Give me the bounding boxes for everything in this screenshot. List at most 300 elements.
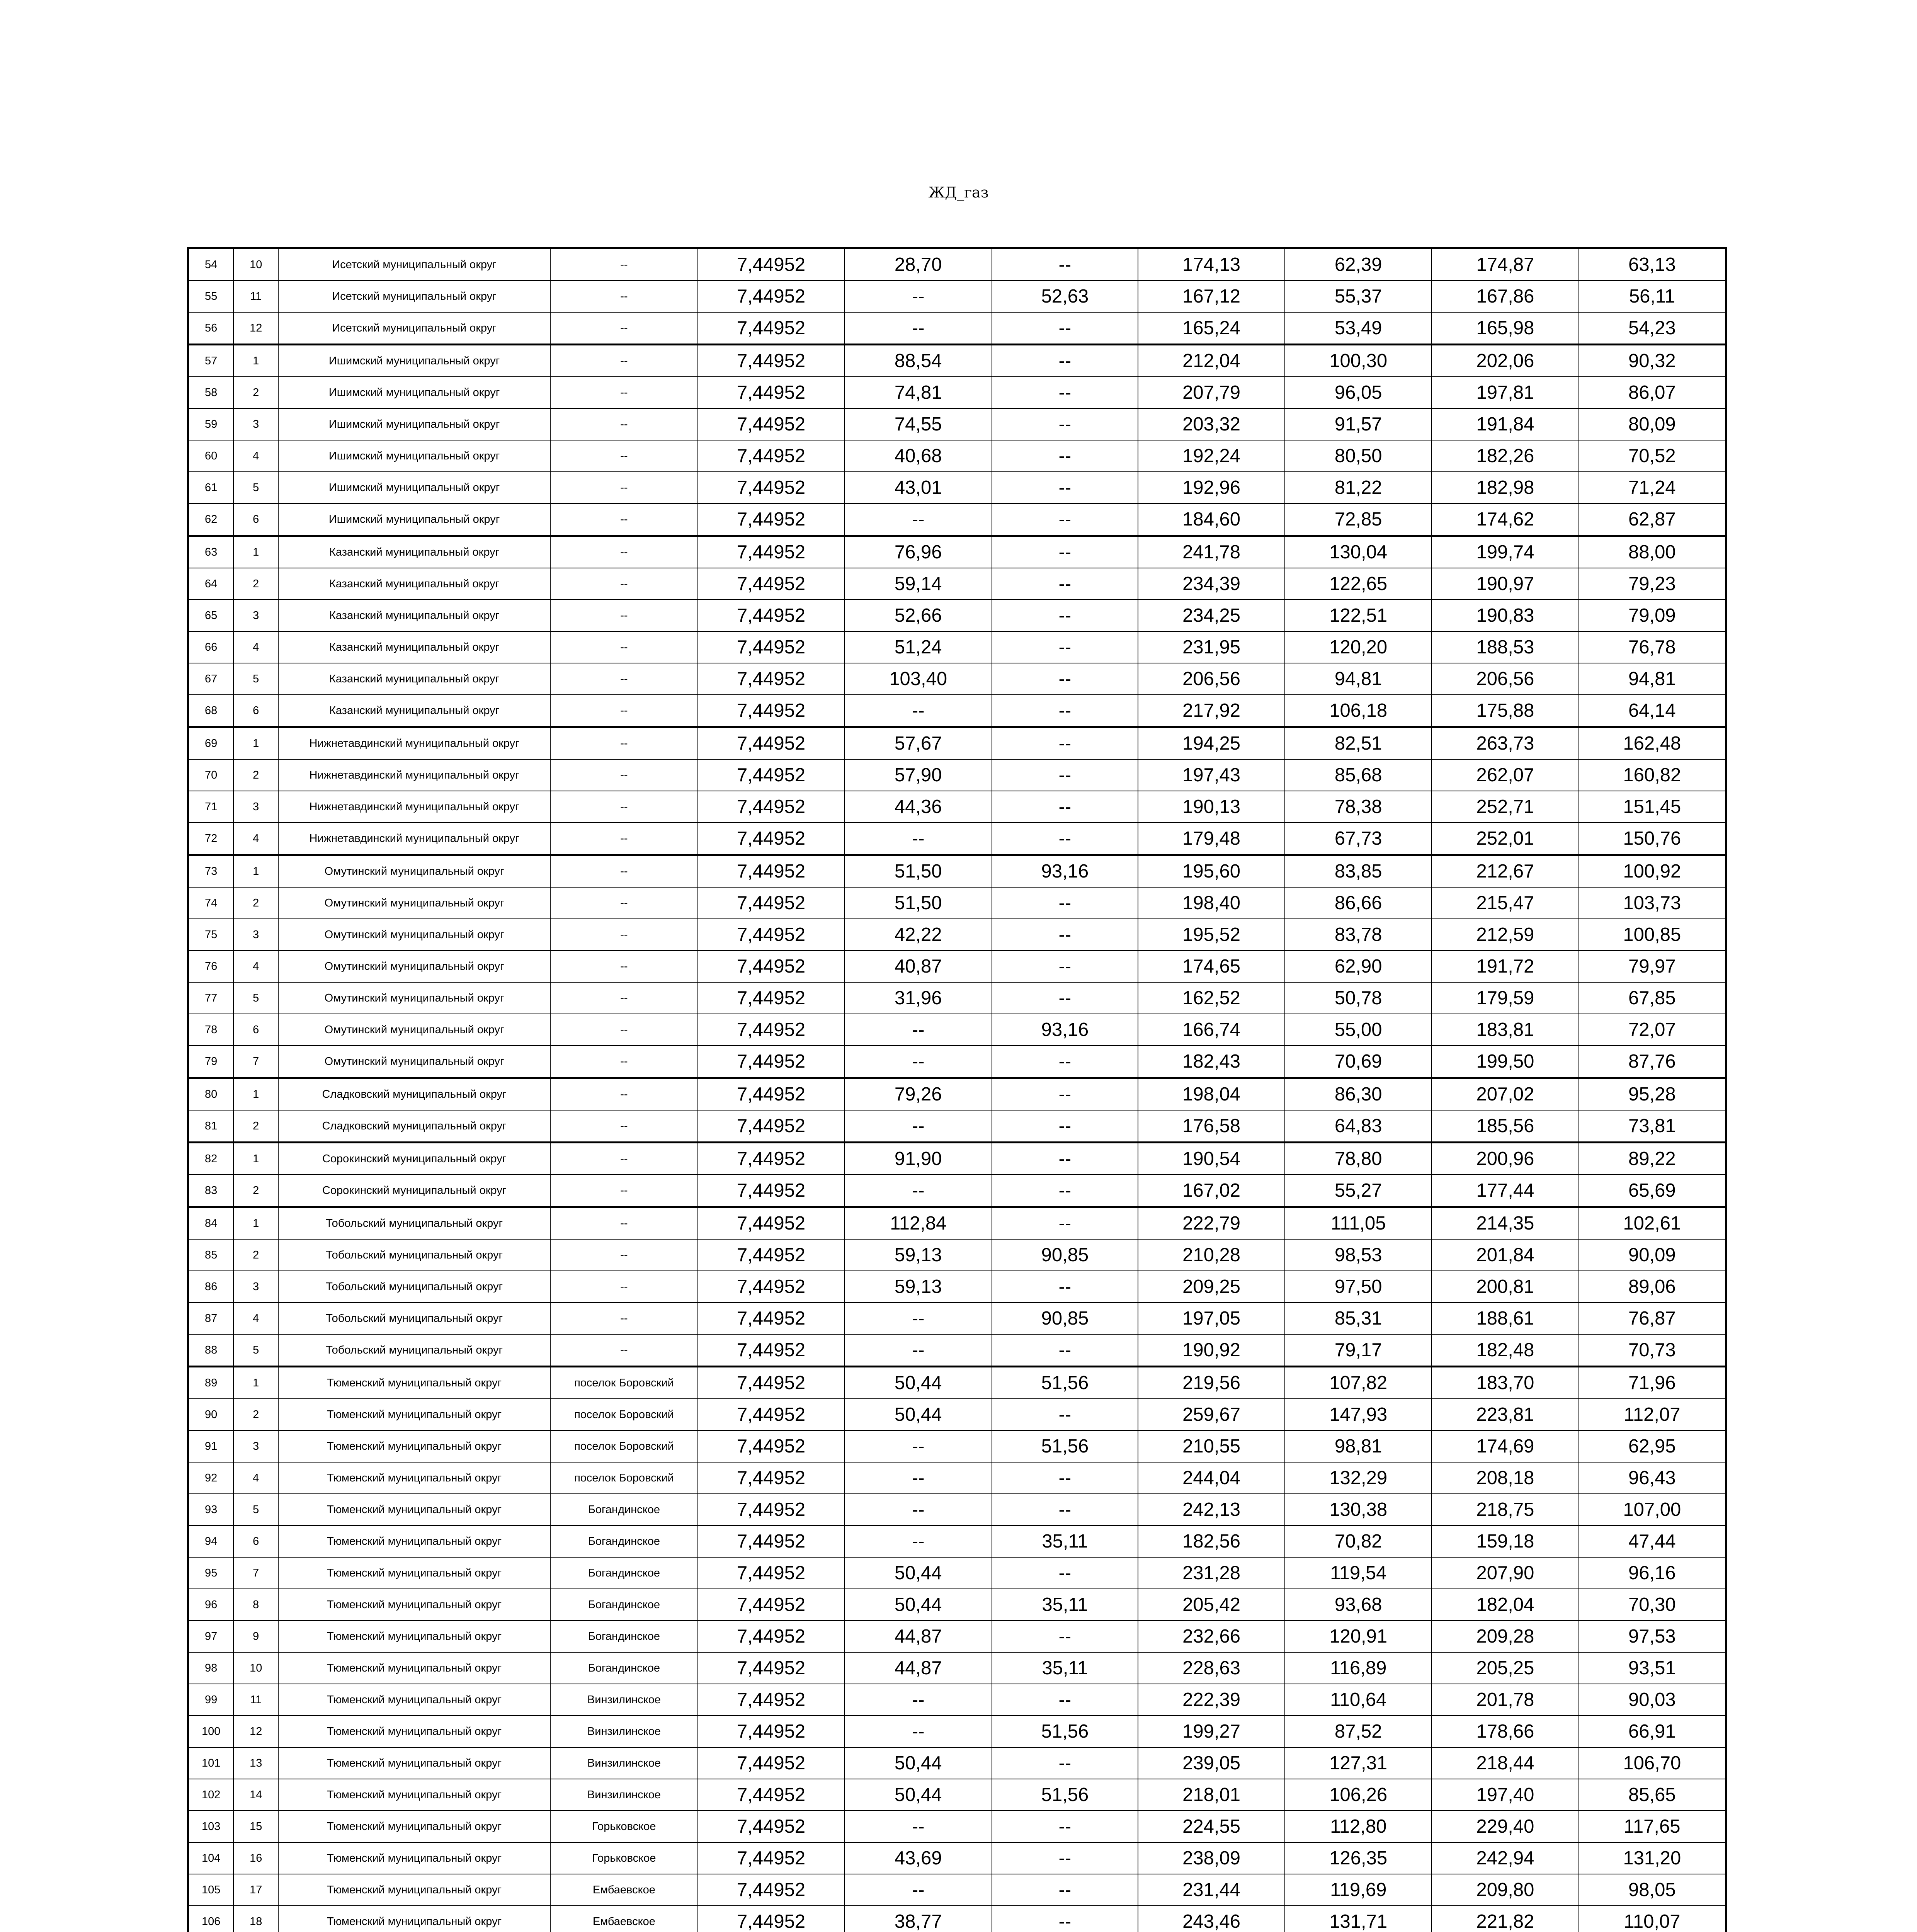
value-col-11-cell: 131,20 (1579, 1842, 1726, 1874)
value-col-7-cell: 35,11 (992, 1652, 1138, 1684)
value-col-7-cell: -- (992, 1557, 1138, 1589)
settlement-cell: -- (550, 377, 698, 408)
table-row (188, 631, 1726, 663)
value-col-7-cell: -- (992, 1621, 1138, 1652)
row-number-cell: 81 (188, 1110, 234, 1143)
settlement-cell: -- (550, 281, 698, 312)
value-col-11-cell: 86,07 (1579, 377, 1726, 408)
value-col-10-cell: 190,97 (1432, 568, 1579, 600)
district-cell: Тюменский муниципальный округ (278, 1747, 550, 1779)
table-row (188, 248, 1726, 281)
value-col-10-cell: 183,81 (1432, 1014, 1579, 1046)
row-number-cell: 77 (188, 982, 234, 1014)
sub-number-cell: 5 (233, 982, 278, 1014)
value-col-11-cell: 76,78 (1579, 631, 1726, 663)
value-col-9-cell: 70,82 (1285, 1526, 1432, 1557)
sub-number-cell: 18 (233, 1906, 278, 1932)
value-col-6-cell: 50,44 (844, 1399, 992, 1430)
district-cell: Казанский муниципальный округ (278, 568, 550, 600)
value-col-5-cell: 7,44952 (698, 1239, 845, 1271)
sub-number-cell: 16 (233, 1842, 278, 1874)
value-col-7-cell: -- (992, 1494, 1138, 1526)
value-col-5-cell: 7,44952 (698, 1716, 845, 1747)
row-number-cell: 55 (188, 281, 234, 312)
value-col-9-cell: 85,31 (1285, 1303, 1432, 1334)
value-col-9-cell: 83,78 (1285, 919, 1432, 951)
value-col-7-cell: -- (992, 1207, 1138, 1240)
settlement-cell: Ембаевское (550, 1874, 698, 1906)
district-cell: Омутинский муниципальный округ (278, 982, 550, 1014)
value-col-11-cell: 72,07 (1579, 1014, 1726, 1046)
sub-number-cell: 11 (233, 1684, 278, 1716)
value-col-9-cell: 106,18 (1285, 695, 1432, 727)
sub-number-cell: 11 (233, 281, 278, 312)
district-cell: Ишимский муниципальный округ (278, 377, 550, 408)
value-col-11-cell: 65,69 (1579, 1175, 1726, 1207)
value-col-6-cell: 74,55 (844, 408, 992, 440)
value-col-8-cell: 167,12 (1138, 281, 1285, 312)
value-col-9-cell: 55,00 (1285, 1014, 1432, 1046)
value-col-6-cell: 51,50 (844, 887, 992, 919)
value-col-6-cell: -- (844, 823, 992, 855)
value-col-7-cell: -- (992, 1684, 1138, 1716)
value-col-10-cell: 214,35 (1432, 1207, 1579, 1240)
value-col-11-cell: 88,00 (1579, 536, 1726, 568)
value-col-9-cell: 120,91 (1285, 1621, 1432, 1652)
value-col-7-cell: -- (992, 408, 1138, 440)
value-col-6-cell: -- (844, 1430, 992, 1462)
value-col-9-cell: 67,73 (1285, 823, 1432, 855)
table-row (188, 503, 1726, 536)
sub-number-cell: 1 (233, 536, 278, 568)
value-col-11-cell: 97,53 (1579, 1621, 1726, 1652)
value-col-7-cell: -- (992, 472, 1138, 503)
district-cell: Казанский муниципальный округ (278, 600, 550, 631)
district-cell: Тюменский муниципальный округ (278, 1811, 550, 1842)
value-col-5-cell: 7,44952 (698, 1399, 845, 1430)
value-col-11-cell: 100,85 (1579, 919, 1726, 951)
sub-number-cell: 2 (233, 1110, 278, 1143)
value-col-7-cell: -- (992, 823, 1138, 855)
district-cell: Тюменский муниципальный округ (278, 1589, 550, 1621)
value-col-11-cell: 98,05 (1579, 1874, 1726, 1906)
value-col-10-cell: 212,59 (1432, 919, 1579, 951)
value-col-11-cell: 160,82 (1579, 759, 1726, 791)
sub-number-cell: 2 (233, 1399, 278, 1430)
table-row (188, 727, 1726, 760)
value-col-8-cell: 190,13 (1138, 791, 1285, 823)
table-row (188, 1303, 1726, 1334)
value-col-10-cell: 207,02 (1432, 1078, 1579, 1111)
value-col-6-cell: 40,68 (844, 440, 992, 472)
value-col-8-cell: 174,65 (1138, 951, 1285, 982)
value-col-5-cell: 7,44952 (698, 887, 845, 919)
value-col-5-cell: 7,44952 (698, 727, 845, 760)
value-col-5-cell: 7,44952 (698, 951, 845, 982)
value-col-11-cell: 80,09 (1579, 408, 1726, 440)
value-col-11-cell: 89,22 (1579, 1143, 1726, 1175)
district-cell: Сорокинский муниципальный округ (278, 1175, 550, 1207)
district-cell: Тобольский муниципальный округ (278, 1271, 550, 1303)
settlement-cell: -- (550, 1271, 698, 1303)
value-col-9-cell: 55,27 (1285, 1175, 1432, 1207)
value-col-7-cell: -- (992, 727, 1138, 760)
value-col-11-cell: 71,96 (1579, 1367, 1726, 1399)
sub-number-cell: 13 (233, 1747, 278, 1779)
value-col-9-cell: 86,66 (1285, 887, 1432, 919)
row-number-cell: 92 (188, 1462, 234, 1494)
value-col-8-cell: 210,55 (1138, 1430, 1285, 1462)
table-row (188, 1874, 1726, 1906)
value-col-6-cell: -- (844, 1334, 992, 1367)
value-col-8-cell: 195,60 (1138, 855, 1285, 888)
value-col-5-cell: 7,44952 (698, 631, 845, 663)
page-header: ЖД_газ (928, 184, 989, 201)
value-col-10-cell: 229,40 (1432, 1811, 1579, 1842)
sub-number-cell: 4 (233, 440, 278, 472)
district-cell: Сладковский муниципальный округ (278, 1078, 550, 1111)
table-row (188, 1430, 1726, 1462)
value-col-6-cell: 52,66 (844, 600, 992, 631)
value-col-5-cell: 7,44952 (698, 1334, 845, 1367)
table-row (188, 951, 1726, 982)
value-col-7-cell: -- (992, 248, 1138, 281)
settlement-cell: -- (550, 1046, 698, 1078)
value-col-7-cell: -- (992, 1462, 1138, 1494)
value-col-8-cell: 166,74 (1138, 1014, 1285, 1046)
value-col-7-cell: -- (992, 951, 1138, 982)
row-number-cell: 84 (188, 1207, 234, 1240)
table-row (188, 695, 1726, 727)
settlement-cell: Ембаевское (550, 1906, 698, 1932)
value-col-9-cell: 98,81 (1285, 1430, 1432, 1462)
value-col-10-cell: 200,81 (1432, 1271, 1579, 1303)
value-col-7-cell: -- (992, 663, 1138, 695)
table-row (188, 1239, 1726, 1271)
row-number-cell: 87 (188, 1303, 234, 1334)
district-cell: Тюменский муниципальный округ (278, 1842, 550, 1874)
settlement-cell: -- (550, 472, 698, 503)
value-col-8-cell: 162,52 (1138, 982, 1285, 1014)
value-col-10-cell: 177,44 (1432, 1175, 1579, 1207)
value-col-10-cell: 202,06 (1432, 345, 1579, 377)
sub-number-cell: 2 (233, 377, 278, 408)
value-col-8-cell: 182,56 (1138, 1526, 1285, 1557)
value-col-8-cell: 205,42 (1138, 1589, 1285, 1621)
value-col-5-cell: 7,44952 (698, 281, 845, 312)
settlement-cell: Богандинское (550, 1557, 698, 1589)
district-cell: Нижнетавдинский муниципальный округ (278, 823, 550, 855)
row-number-cell: 54 (188, 248, 234, 281)
value-col-9-cell: 78,38 (1285, 791, 1432, 823)
value-col-8-cell: 232,66 (1138, 1621, 1285, 1652)
value-col-10-cell: 178,66 (1432, 1716, 1579, 1747)
sub-number-cell: 6 (233, 503, 278, 536)
table-row (188, 759, 1726, 791)
value-col-5-cell: 7,44952 (698, 377, 845, 408)
sub-number-cell: 3 (233, 791, 278, 823)
table-row (188, 1684, 1726, 1716)
value-col-10-cell: 212,67 (1432, 855, 1579, 888)
value-col-8-cell: 176,58 (1138, 1110, 1285, 1143)
value-col-5-cell: 7,44952 (698, 536, 845, 568)
value-col-10-cell: 263,73 (1432, 727, 1579, 760)
value-col-9-cell: 120,20 (1285, 631, 1432, 663)
row-number-cell: 80 (188, 1078, 234, 1111)
value-col-6-cell: 42,22 (844, 919, 992, 951)
sub-number-cell: 2 (233, 1239, 278, 1271)
value-col-10-cell: 183,70 (1432, 1367, 1579, 1399)
value-col-6-cell: -- (844, 1716, 992, 1747)
value-col-7-cell: -- (992, 1271, 1138, 1303)
value-col-6-cell: 57,67 (844, 727, 992, 760)
sub-number-cell: 8 (233, 1589, 278, 1621)
value-col-8-cell: 231,28 (1138, 1557, 1285, 1589)
value-col-5-cell: 7,44952 (698, 1494, 845, 1526)
settlement-cell: Винзилинское (550, 1684, 698, 1716)
value-col-11-cell: 76,87 (1579, 1303, 1726, 1334)
value-col-8-cell: 192,24 (1138, 440, 1285, 472)
table-row (188, 536, 1726, 568)
sub-number-cell: 5 (233, 1494, 278, 1526)
table-row (188, 312, 1726, 345)
sub-number-cell: 10 (233, 248, 278, 281)
value-col-8-cell: 207,79 (1138, 377, 1285, 408)
value-col-8-cell: 197,05 (1138, 1303, 1285, 1334)
district-cell: Казанский муниципальный округ (278, 695, 550, 727)
value-col-7-cell: -- (992, 887, 1138, 919)
settlement-cell: -- (550, 345, 698, 377)
row-number-cell: 64 (188, 568, 234, 600)
sub-number-cell: 17 (233, 1874, 278, 1906)
district-cell: Омутинский муниципальный округ (278, 887, 550, 919)
value-col-7-cell: -- (992, 1842, 1138, 1874)
value-col-9-cell: 130,04 (1285, 536, 1432, 568)
value-col-5-cell: 7,44952 (698, 1557, 845, 1589)
value-col-8-cell: 184,60 (1138, 503, 1285, 536)
value-col-9-cell: 82,51 (1285, 727, 1432, 760)
district-cell: Омутинский муниципальный округ (278, 855, 550, 888)
value-col-11-cell: 89,06 (1579, 1271, 1726, 1303)
row-number-cell: 75 (188, 919, 234, 951)
value-col-5-cell: 7,44952 (698, 440, 845, 472)
district-cell: Нижнетавдинский муниципальный округ (278, 727, 550, 760)
value-col-9-cell: 85,68 (1285, 759, 1432, 791)
value-col-6-cell: 44,87 (844, 1621, 992, 1652)
district-cell: Тюменский муниципальный округ (278, 1462, 550, 1494)
district-cell: Исетский муниципальный округ (278, 312, 550, 345)
row-number-cell: 83 (188, 1175, 234, 1207)
value-col-10-cell: 167,86 (1432, 281, 1579, 312)
value-col-9-cell: 106,26 (1285, 1779, 1432, 1811)
value-col-8-cell: 234,25 (1138, 600, 1285, 631)
value-col-9-cell: 131,71 (1285, 1906, 1432, 1932)
value-col-11-cell: 96,16 (1579, 1557, 1726, 1589)
value-col-10-cell: 252,71 (1432, 791, 1579, 823)
value-col-10-cell: 207,90 (1432, 1557, 1579, 1589)
value-col-8-cell: 197,43 (1138, 759, 1285, 791)
value-col-5-cell: 7,44952 (698, 1462, 845, 1494)
table-row (188, 1334, 1726, 1367)
district-cell: Казанский муниципальный округ (278, 631, 550, 663)
value-col-5-cell: 7,44952 (698, 823, 845, 855)
value-col-9-cell: 80,50 (1285, 440, 1432, 472)
value-col-11-cell: 79,97 (1579, 951, 1726, 982)
value-col-9-cell: 70,69 (1285, 1046, 1432, 1078)
value-col-8-cell: 210,28 (1138, 1239, 1285, 1271)
settlement-cell: -- (550, 759, 698, 791)
value-col-7-cell: -- (992, 536, 1138, 568)
value-col-7-cell: 93,16 (992, 855, 1138, 888)
district-cell: Тюменский муниципальный округ (278, 1557, 550, 1589)
value-col-9-cell: 96,05 (1285, 377, 1432, 408)
value-col-7-cell: -- (992, 312, 1138, 345)
value-col-7-cell: -- (992, 982, 1138, 1014)
value-col-9-cell: 53,49 (1285, 312, 1432, 345)
value-col-8-cell: 259,67 (1138, 1399, 1285, 1430)
settlement-cell: Винзилинское (550, 1716, 698, 1747)
value-col-10-cell: 179,59 (1432, 982, 1579, 1014)
table-row (188, 1207, 1726, 1240)
table-row (188, 1110, 1726, 1143)
value-col-9-cell: 79,17 (1285, 1334, 1432, 1367)
value-col-9-cell: 81,22 (1285, 472, 1432, 503)
value-col-5-cell: 7,44952 (698, 1779, 845, 1811)
sub-number-cell: 1 (233, 1143, 278, 1175)
settlement-cell: -- (550, 727, 698, 760)
value-col-10-cell: 218,75 (1432, 1494, 1579, 1526)
value-col-9-cell: 72,85 (1285, 503, 1432, 536)
value-col-6-cell: 43,69 (844, 1842, 992, 1874)
sub-number-cell: 2 (233, 759, 278, 791)
value-col-6-cell: -- (844, 503, 992, 536)
district-cell: Сорокинский муниципальный округ (278, 1143, 550, 1175)
value-col-9-cell: 62,39 (1285, 248, 1432, 281)
table-row (188, 1906, 1726, 1932)
table-row (188, 1842, 1726, 1874)
settlement-cell: -- (550, 919, 698, 951)
value-col-10-cell: 197,81 (1432, 377, 1579, 408)
value-col-5-cell: 7,44952 (698, 1143, 845, 1175)
value-col-11-cell: 90,32 (1579, 345, 1726, 377)
data-table (187, 247, 1727, 1932)
value-col-6-cell: 79,26 (844, 1078, 992, 1111)
value-col-8-cell: 165,24 (1138, 312, 1285, 345)
value-col-9-cell: 94,81 (1285, 663, 1432, 695)
district-cell: Омутинский муниципальный округ (278, 1014, 550, 1046)
table-body (188, 248, 1726, 1932)
value-col-11-cell: 54,23 (1579, 312, 1726, 345)
value-col-11-cell: 87,76 (1579, 1046, 1726, 1078)
value-col-5-cell: 7,44952 (698, 663, 845, 695)
settlement-cell: -- (550, 1078, 698, 1111)
value-col-8-cell: 219,56 (1138, 1367, 1285, 1399)
value-col-8-cell: 206,56 (1138, 663, 1285, 695)
sub-number-cell: 10 (233, 1652, 278, 1684)
value-col-5-cell: 7,44952 (698, 408, 845, 440)
value-col-8-cell: 224,55 (1138, 1811, 1285, 1842)
value-col-8-cell: 182,43 (1138, 1046, 1285, 1078)
district-cell: Тюменский муниципальный округ (278, 1779, 550, 1811)
row-number-cell: 65 (188, 600, 234, 631)
value-col-5-cell: 7,44952 (698, 248, 845, 281)
value-col-9-cell: 91,57 (1285, 408, 1432, 440)
value-col-10-cell: 208,18 (1432, 1462, 1579, 1494)
value-col-8-cell: 192,96 (1138, 472, 1285, 503)
value-col-7-cell: -- (992, 759, 1138, 791)
value-col-9-cell: 64,83 (1285, 1110, 1432, 1143)
row-number-cell: 63 (188, 536, 234, 568)
sub-number-cell: 15 (233, 1811, 278, 1842)
district-cell: Казанский муниципальный округ (278, 663, 550, 695)
value-col-10-cell: 159,18 (1432, 1526, 1579, 1557)
settlement-cell: -- (550, 600, 698, 631)
value-col-8-cell: 195,52 (1138, 919, 1285, 951)
value-col-7-cell: -- (992, 631, 1138, 663)
district-cell: Тюменский муниципальный округ (278, 1430, 550, 1462)
value-col-6-cell: 103,40 (844, 663, 992, 695)
sub-number-cell: 3 (233, 919, 278, 951)
row-number-cell: 102 (188, 1779, 234, 1811)
value-col-5-cell: 7,44952 (698, 1367, 845, 1399)
settlement-cell: -- (550, 248, 698, 281)
value-col-10-cell: 165,98 (1432, 312, 1579, 345)
value-col-7-cell: -- (992, 1747, 1138, 1779)
sub-number-cell: 12 (233, 1716, 278, 1747)
table-row (188, 377, 1726, 408)
value-col-10-cell: 209,80 (1432, 1874, 1579, 1906)
value-col-5-cell: 7,44952 (698, 503, 845, 536)
sub-number-cell: 4 (233, 823, 278, 855)
row-number-cell: 98 (188, 1652, 234, 1684)
district-cell: Исетский муниципальный округ (278, 281, 550, 312)
value-col-11-cell: 110,07 (1579, 1906, 1726, 1932)
value-col-11-cell: 162,48 (1579, 727, 1726, 760)
district-cell: Тобольский муниципальный округ (278, 1334, 550, 1367)
sub-number-cell: 3 (233, 1430, 278, 1462)
table-row (188, 1462, 1726, 1494)
row-number-cell: 57 (188, 345, 234, 377)
table-row (188, 1494, 1726, 1526)
value-col-7-cell: -- (992, 1175, 1138, 1207)
value-col-5-cell: 7,44952 (698, 1110, 845, 1143)
value-col-10-cell: 221,82 (1432, 1906, 1579, 1932)
settlement-cell: -- (550, 1334, 698, 1367)
settlement-cell: -- (550, 1143, 698, 1175)
value-col-9-cell: 55,37 (1285, 281, 1432, 312)
value-col-7-cell: 52,63 (992, 281, 1138, 312)
settlement-cell: Богандинское (550, 1526, 698, 1557)
district-cell: Тюменский муниципальный округ (278, 1621, 550, 1652)
sub-number-cell: 5 (233, 1334, 278, 1367)
value-col-8-cell: 242,13 (1138, 1494, 1285, 1526)
settlement-cell: -- (550, 855, 698, 888)
value-col-7-cell: -- (992, 1399, 1138, 1430)
table-row (188, 919, 1726, 951)
settlement-cell: -- (550, 631, 698, 663)
value-col-5-cell: 7,44952 (698, 1046, 845, 1078)
value-col-11-cell: 100,92 (1579, 855, 1726, 888)
value-col-6-cell: -- (844, 1014, 992, 1046)
table-row (188, 1046, 1726, 1078)
value-col-8-cell: 218,01 (1138, 1779, 1285, 1811)
value-col-10-cell: 252,01 (1432, 823, 1579, 855)
value-col-5-cell: 7,44952 (698, 1014, 845, 1046)
sub-number-cell: 7 (233, 1557, 278, 1589)
value-col-10-cell: 191,84 (1432, 408, 1579, 440)
settlement-cell: -- (550, 568, 698, 600)
district-cell: Ишимский муниципальный округ (278, 408, 550, 440)
